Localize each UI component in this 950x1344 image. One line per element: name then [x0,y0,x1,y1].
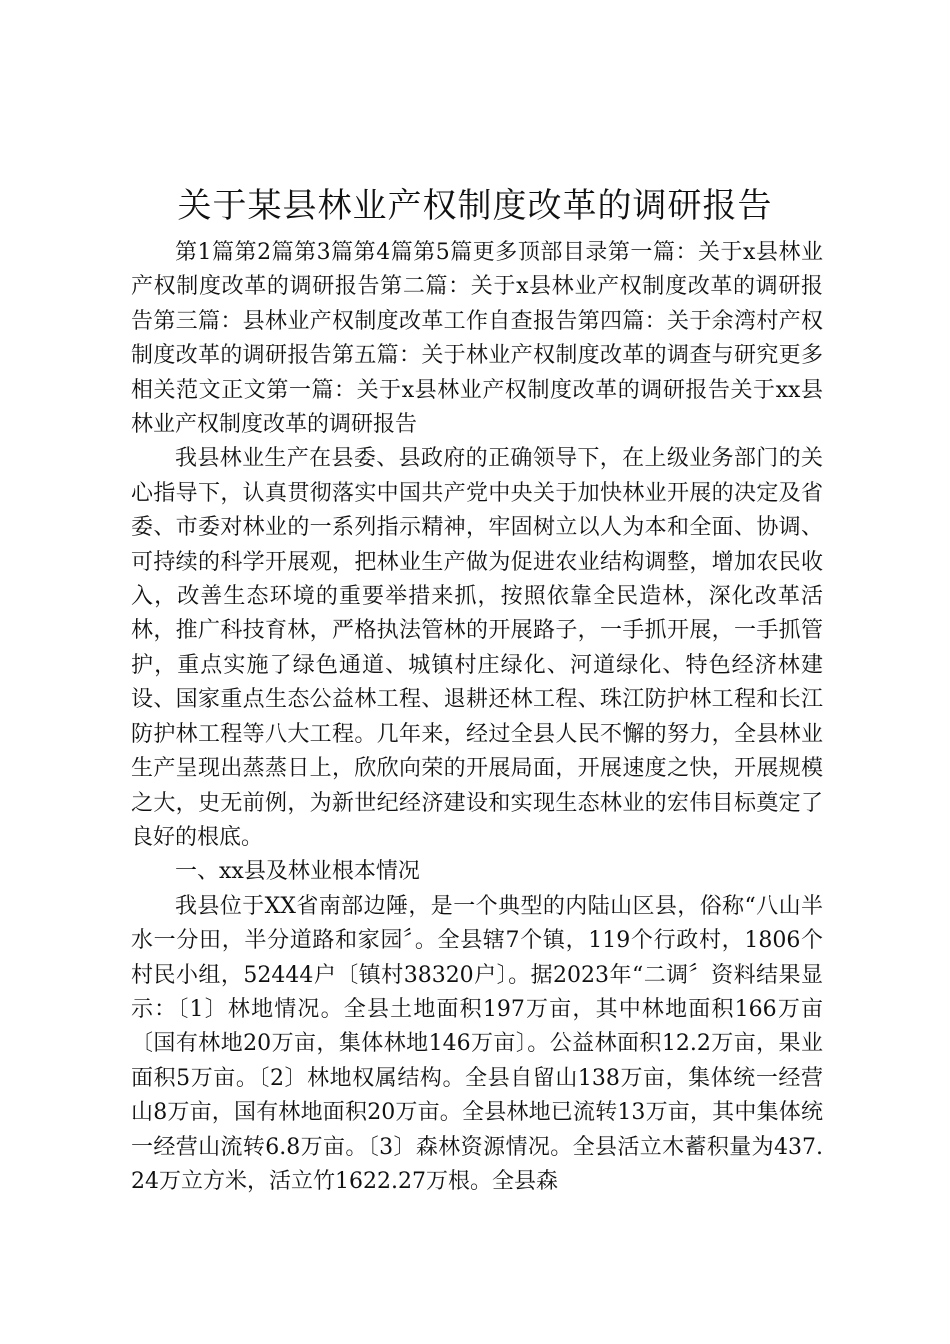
section-heading: 一、xx县及林业根本情况 [175,859,420,885]
intro-paragraph: 我县林业生产在县委、县政府的正确领导下，在上级业务部门的关心指导下，认真贯彻落实中国共产党中央关于加快林业开展的决定及省委、市委对林业的一系列指示精神，牢固树立以人为本和全面、协调、可持续的科学开展观，把林业生产做为促进农业结构调整，增加农民收入，改善生态环境的重要举措来抓，按照依靠全民造林，深化改革活林，推广科技育林，严格执法管林的开展路子，一手抓开展，一手抓管护，重点实施了绿色通道、城镇村庄绿化、河道绿化、特色经济林建设、国家重点生态公益林工程、退耕还林工程、珠江防护林工程和长江防护林工程等八大工程。几年来，经过全县人民不懈的努力，全县林业生产呈现出蒸蒸日上，欣欣向荣的开展局面，开展速度之快，开展规模之大，史无前例，为新世纪经济建设和实现生态林业的宏伟目标奠定了良好的根底。 [131,446,823,850]
table-of-contents-paragraph: 第1篇第2篇第3篇第4篇第5篇更多顶部目录第一篇：关于x县林业产权制度改革的调研报告第二篇：关于x县林业产权制度改革的调研报告第三篇：县林业产权制度改革工作自查报告第四篇：关于余湾村产权制度改革的调研报告第五篇：关于林业产权制度改革的调查与研究更多相关范文正文第一篇：关于x县林业产权制度改革的调研报告关于xx县林业产权制度改革的调研报告 [131,240,823,438]
document-title: 关于某县林业产权制度改革的调研报告 [177,186,773,226]
county-overview-paragraph: 我县位于XX省南部边陲，是一个典型的内陆山区县，俗称“八山半水一分田，半分道路和家园〞。全县辖7个镇，119个行政村，1806个村民小组，52444户〔镇村38320户〕。据2023年“二调〞资料结果显示：〔1〕林地情况。全县土地面积197万亩，其中林地面积166万亩〔国有林地20万亩，集体林地146万亩〕。公益林面积12.2万亩，果业面积5万亩。〔2〕林地权属结构。全县自留山138万亩，集体统一经营山8万亩，国有林地面积20万亩。全县林地已流转13万亩，其中集体统一经营山流转6.8万亩。〔3〕森林资源情况。全县活立木蓄积量为437.24万立方米，活立竹1622.27万根。全县森 [131,893,823,1194]
document-body [131,236,823,1199]
